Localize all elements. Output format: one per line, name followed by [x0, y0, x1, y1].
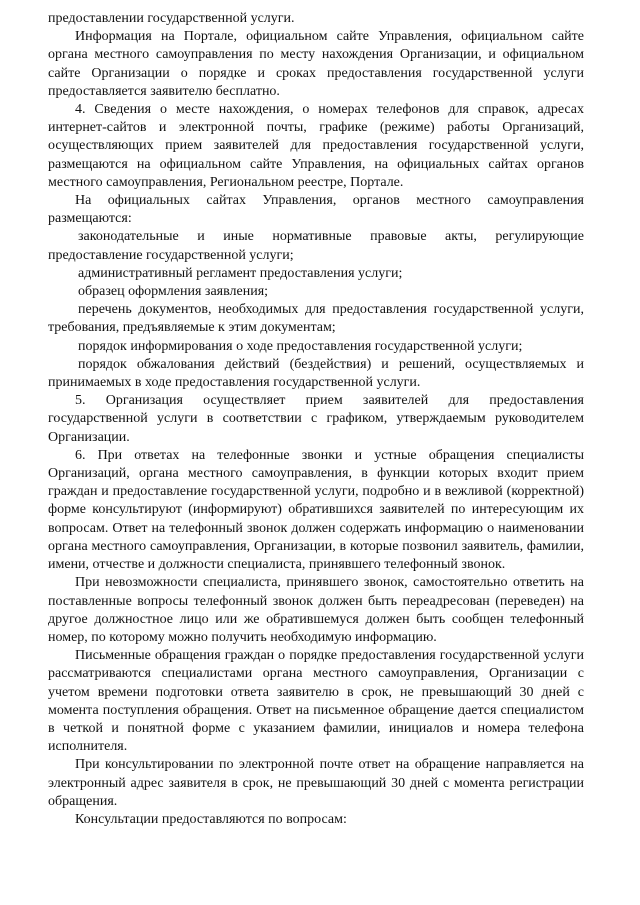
- paragraph-item-4: 4. Сведения о месте нахождения, о номерах телефонов для справок, адресах интернет-сайтов и электронной почты, графике (режиме) работы Организаций, осуществляющих прием заявителей для предоставления государственной услуги, размещаются на официальном сайте Управления, на официальных сайтах органов местного самоуправления, Региональном реестре, Портале.: [48, 102, 584, 190]
- list-item-legal-acts: законодательные и иные нормативные правовые акты, регулирующие предоставление государственной услуги;: [48, 229, 584, 263]
- list-item-form-sample: образец оформления заявления;: [78, 284, 269, 300]
- paragraph-item-6: 6. При ответах на телефонные звонки и устные обращения специалисты Организаций, органа местного самоуправления, в функции которых входит прием граждан и предоставление государственной услуги, подробно и в вежливой (корректной) форме консультируют (информируют) обратившихся заявителей по интересующим их вопросам. Ответ на телефонный звонок должен содержать информацию о наименовании органа местного самоуправления, Организации, в которые позвонил заявитель, фамилии, имени, отчестве и должности специалиста, принявшего телефонный звонок.: [48, 447, 584, 573]
- list-item-documents: перечень документов, необходимых для предоставления государственной услуги, требования, предъявляемые к этим документам;: [48, 302, 584, 336]
- paragraph-item-5: 5. Организация осуществляет прием заявителей для предоставления государственной услуги в соответствии с графиком, утверждаемым руководителем Организации.: [48, 393, 584, 445]
- paragraph-email-consult: При консультировании по электронной почте ответ на обращение направляется на электронный адрес заявителя в срок, не превышающий 30 дней с момента регистрации обращения.: [48, 757, 584, 809]
- document-page: [48, 10, 584, 829]
- list-item-appeal: порядок обжалования действий (бездействия) и решений, осуществляемых и принимаемых в ходе предоставления государственной услуги.: [48, 356, 584, 391]
- paragraph-continuation: предоставлении государственной услуги.: [48, 11, 295, 26]
- paragraph-written-requests: Письменные обращения граждан о порядке предоставления государственной услуги рассматриваются специалистами органа местного самоуправления, Организации с учетом времени подготовки ответа заявителю в срок, не превышающий 30 дней с момента поступления обращения. Ответ на письменное обращение дается специалистом в четкой и понятной форме с указанием фамилии, инициалов и номера телефона исполнителя.: [48, 648, 584, 755]
- list-item-regulation: административный регламент предоставления услуги;: [78, 265, 403, 281]
- paragraph-sites-intro: На официальных сайтах Управления, органов местного самоуправления размещаются:: [48, 193, 584, 227]
- paragraph-redirect: При невозможности специалиста, принявшего звонок, самостоятельно ответить на поставленные вопросы телефонный звонок должен быть переадресован (переведен) на другое должностное лицо или же обратившемуся должен быть сообщен телефонный номер, по которому можно получить необходимую информацию.: [48, 575, 584, 645]
- paragraph-portal-info: Информация на Портале, официальном сайте Управления, официальном сайте органа местного самоуправления по месту нахождения Организации, и официальном сайте Организации о порядке и сроках предоставления государственной услуги предоставляется заявителю бесплатно.: [48, 29, 584, 99]
- list-item-informing: порядок информирования о ходе предоставления государственной услуги;: [78, 338, 523, 354]
- paragraph-consult-topics: Консультации предоставляются по вопросам:: [75, 811, 347, 827]
